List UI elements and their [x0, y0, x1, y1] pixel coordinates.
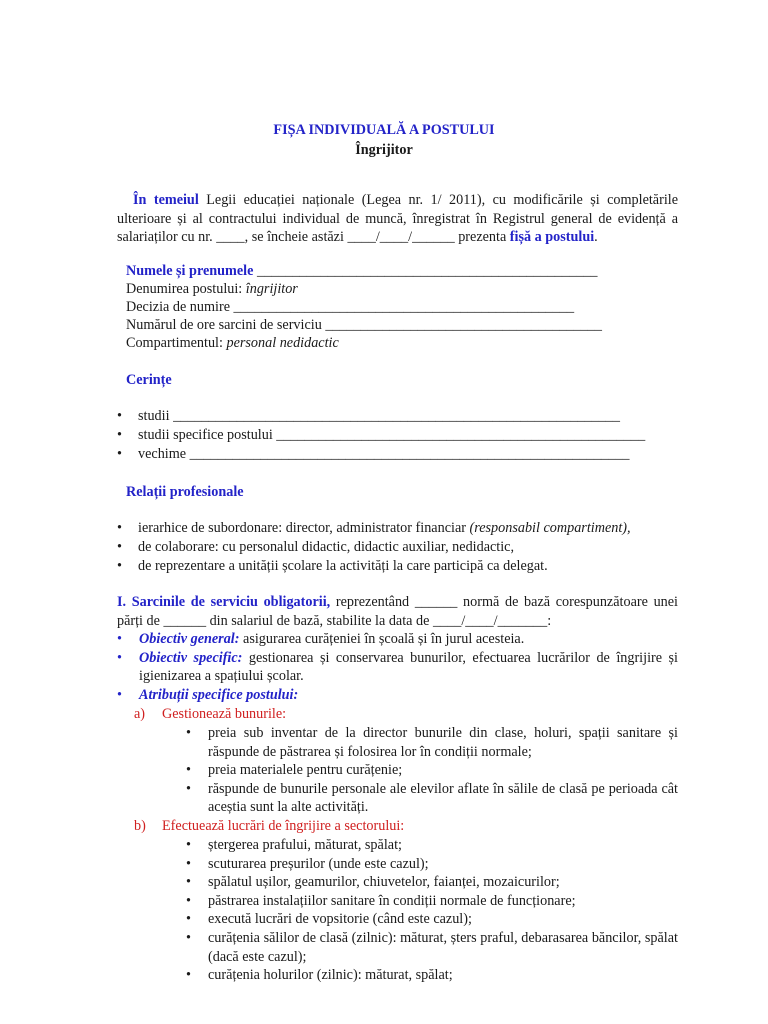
atributii-item — [117, 686, 678, 705]
list-item: • vechime ______________________________________________________________ — [117, 445, 677, 464]
obiectiv-specific-text: gestionarea și conservarea bunurilor, efectuarea lucrărilor de îngrijire și igienizarea a spațiului școlar. — [139, 649, 678, 685]
title-block — [0, 120, 768, 160]
intro-tail: . — [594, 229, 598, 246]
relatii-item1-text: ierarhice de subordonare: director, administrator financiar — [138, 520, 470, 536]
sarcini-heading: I. Sarcinile de serviciu obligatorii, — [117, 594, 331, 610]
cerinte-list — [117, 407, 677, 464]
list-item: • execută lucrări de vopsitorie (când este cazul); — [186, 910, 678, 929]
field-nume — [126, 262, 686, 280]
nume-label: Numele și prenumele — [126, 263, 254, 279]
nume-line: ________________________________________________ — [253, 263, 598, 279]
lucrari-heading — [134, 817, 404, 836]
list-item: • spălatul ușilor, geamurilor, chiuvetelor, faianței, mozaicurilor; — [186, 873, 678, 892]
intro-emph: fișă a postului — [509, 229, 595, 246]
document-title: FIȘA INDIVIDUALĂ A POSTULUI — [273, 122, 495, 138]
objective-specific — [117, 649, 678, 686]
list-item: • preia sub inventar de la director bunurile din clase, holuri, spații sanitare și răspunde de păstrarea și folosirea lor în condiții normale; — [186, 724, 678, 761]
relatii-item1-italic: (responsabil compartiment), — [469, 520, 631, 536]
sarcini-paragraph — [117, 593, 678, 630]
objective-general — [117, 630, 678, 649]
document-subtitle: Îngrijitor — [355, 142, 413, 158]
field-numar-ore: Numărul de ore sarcini de serviciu _______________________________________ — [126, 317, 602, 333]
intro-lead: În temeiul — [133, 192, 199, 208]
denumire-label: Denumirea postului: — [126, 281, 246, 297]
field-compartiment — [126, 334, 686, 352]
denumire-value: îngrijitor — [245, 281, 298, 297]
list-item: • de reprezentare a unității școlare la activități la care participă ca delegat. — [117, 557, 677, 576]
lucrari-list — [186, 836, 678, 985]
objectives-list — [117, 630, 678, 704]
list-item: • studii _______________________________________________________________ — [117, 407, 677, 426]
gestioneaza-heading — [134, 705, 286, 724]
relatii-list — [117, 519, 677, 576]
list-item: • ștergerea prafului, măturat, spălat; — [186, 836, 678, 855]
gestioneaza-title: Gestionează bunurile: — [162, 706, 287, 722]
obiectiv-general-text: asigurarea curățeniei în școală și în jurul acesteia. — [239, 631, 525, 647]
list-item: • păstrarea instalațiilor sanitare în condiții normale de funcționare; — [186, 892, 678, 911]
gestioneaza-letter: a) — [134, 706, 146, 722]
sarcini-text: reprezentând ______ normă de bază corespunzătoare unei părți de ______ din salariul de bază, stabilite la data de ____/____/_______: — [117, 594, 678, 629]
obiectiv-specific-label: Obiectiv specific: — [139, 649, 243, 666]
list-item: • scuturarea preșurilor (unde este cazul); — [186, 855, 678, 874]
list-item: • studii specifice postului ____________________________________________________ — [117, 426, 677, 445]
field-denumire — [126, 280, 686, 298]
compart-value: personal nedidactic — [226, 335, 339, 351]
compart-label: Compartimentul: — [126, 335, 227, 351]
lucrari-title: Efectuează lucrări de îngrijire a sectorului: — [162, 818, 405, 834]
intro-body: Legii educației naționale (Legea nr. 1/ 2011), cu modificările și completările ulterioare și al contractului individual de muncă, înregistrat în Registrul general de evidență a salariaților cu nr. ____, se încheie astăzi ____/____/______ prezenta — [117, 192, 679, 246]
relatii-heading: Relații profesionale — [126, 484, 244, 500]
atributii-label: Atribuții specifice postului: — [139, 686, 299, 703]
intro-paragraph — [117, 191, 678, 247]
field-decizia: Decizia de numire ________________________________________________ — [126, 299, 575, 315]
cerinte-heading: Cerințe — [126, 372, 172, 388]
list-item: • preia materialele pentru curățenie; — [186, 761, 678, 780]
lucrari-letter: b) — [134, 818, 146, 834]
employee-fields — [126, 262, 686, 352]
gestioneaza-list — [186, 724, 678, 817]
list-item: • curățenia holurilor (zilnic): măturat, spălat; — [186, 966, 678, 985]
list-item: • răspunde de bunurile personale ale elevilor aflate în sălile de clasă pe perioada cât aceștia sunt la alte activități. — [186, 780, 678, 817]
list-item: • curățenia sălilor de clasă (zilnic): măturat, șters praful, debarasarea băncilor, spălat (dacă este cazul); — [186, 929, 678, 966]
obiectiv-general-label: Obiectiv general: — [139, 631, 240, 647]
list-item — [117, 519, 677, 538]
list-item: • de colaborare: cu personalul didactic, didactic auxiliar, nedidactic, — [117, 538, 677, 557]
